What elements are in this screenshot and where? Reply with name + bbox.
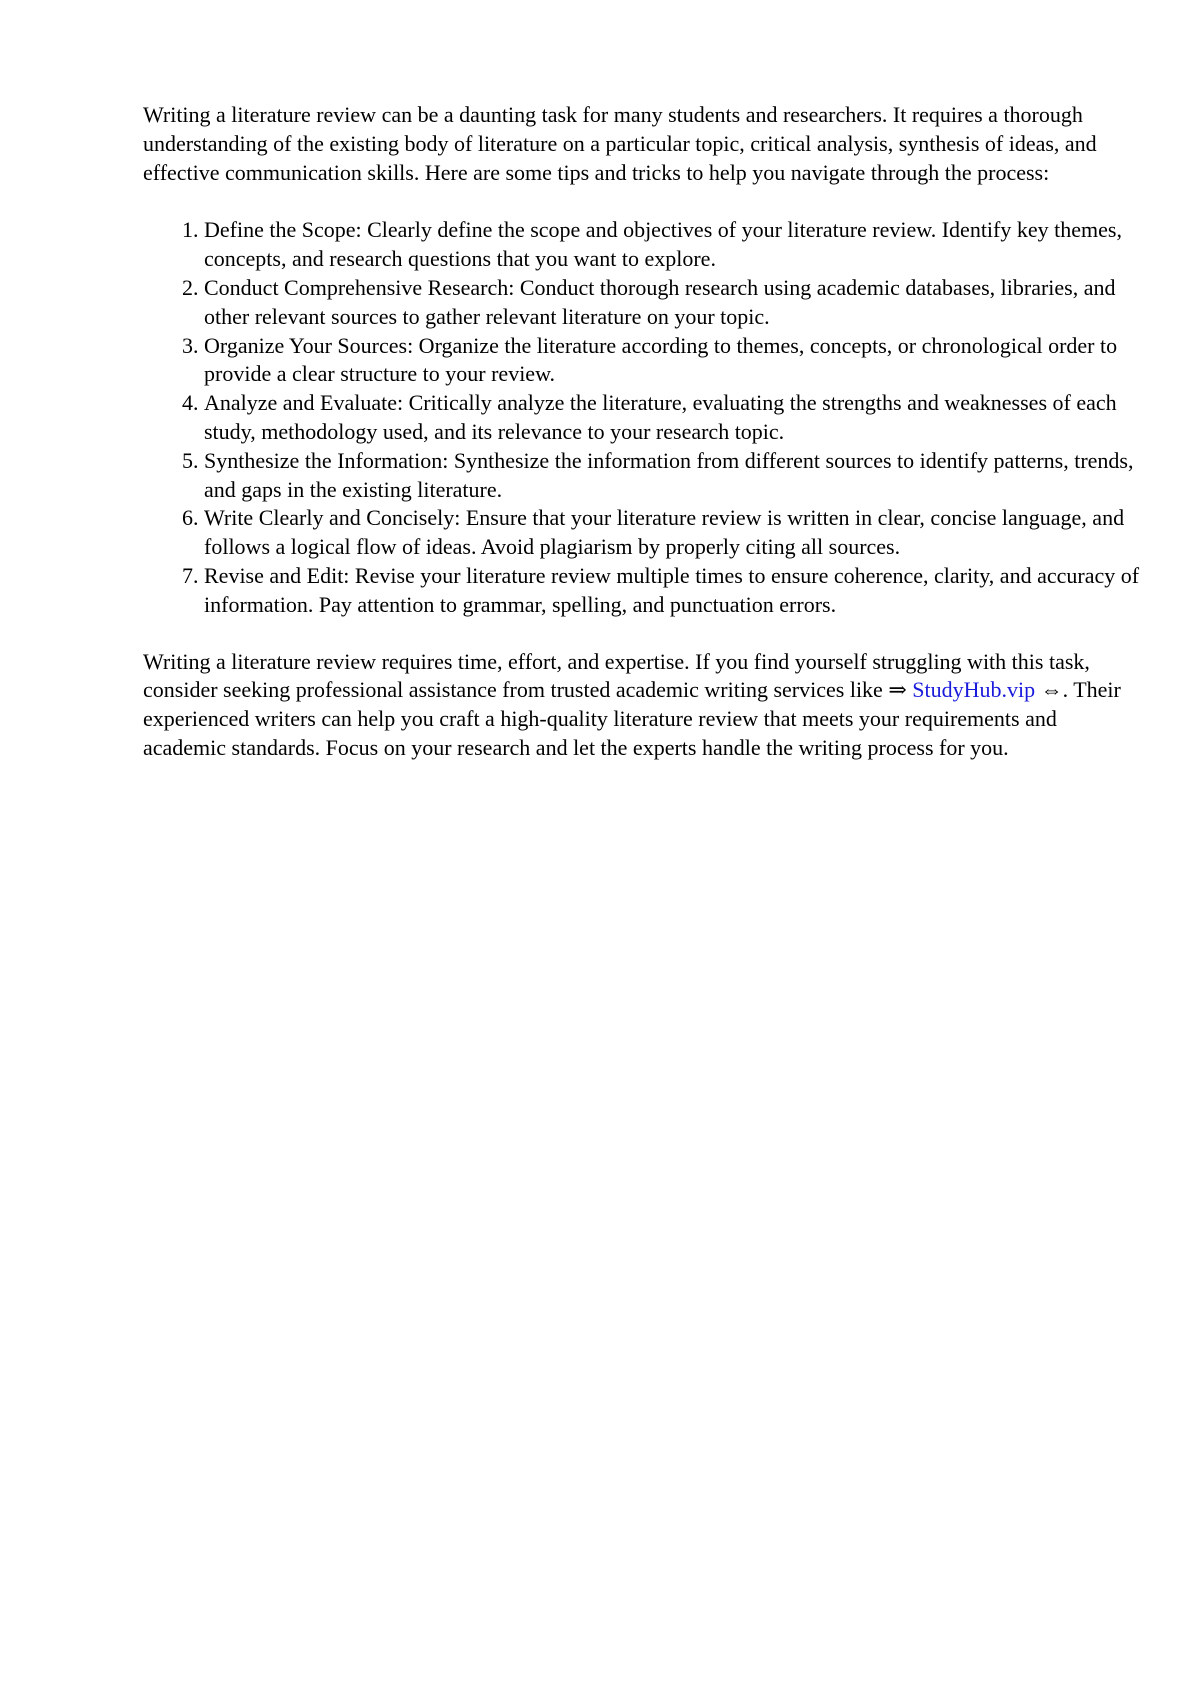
list-item: 4. Analyze and Evaluate: Critically analyze the literature, evaluating the strengths and weaknesses of each study, methodology used, and its relevance to your research topic. [204, 389, 1143, 447]
closing-text-before-link: Writing a literature review requires time, effort, and expertise. If you find yourself struggling with this task, consider seeking professional assistance from trusted academic writing services like ⇒ [143, 648, 1090, 703]
tips-list [143, 216, 1143, 619]
list-item: 2. Conduct Comprehensive Research: Conduct thorough research using academic databases, libraries, and other relevant sources to gather relevant literature on your topic. [204, 274, 1143, 332]
closing-text-after-link: ⇔. Their experienced writers can help you craft a high-quality literature review that meets your requirements and academic standards. Focus on your research and let the experts handle the writing process for you. [143, 677, 1121, 760]
list-item: 5. Synthesize the Information: Synthesize the information from different sources to identify patterns, trends, and gaps in the existing literature. [204, 447, 1143, 505]
list-item: 1. Define the Scope: Clearly define the scope and objectives of your literature review. Identify key themes, concepts, and research questions that you want to explore. [204, 216, 1143, 274]
list-item: 3. Organize Your Sources: Organize the literature according to themes, concepts, or chronological order to provide a clear structure to your review. [204, 332, 1143, 390]
intro-paragraph: Writing a literature review can be a daunting task for many students and researchers. It requires a thorough understanding of the existing body of literature on a particular topic, critical analysis, synthesis of ideas, and effective communication skills. Here are some tips and tricks to help you navigate through the process: [143, 102, 1097, 185]
list-item: 7. Revise and Edit: Revise your literature review multiple times to ensure coherence, clarity, and accuracy of information. Pay attention to grammar, spelling, and punctuation errors. [204, 562, 1143, 620]
list-item: 6. Write Clearly and Concisely: Ensure that your literature review is written in clear, concise language, and follows a logical flow of ideas. Avoid plagiarism by properly citing all sources. [204, 504, 1143, 562]
document-body [143, 101, 1143, 763]
closing-paragraph [143, 648, 1143, 763]
studyhub-link[interactable]: StudyHub.vip [912, 677, 1036, 703]
